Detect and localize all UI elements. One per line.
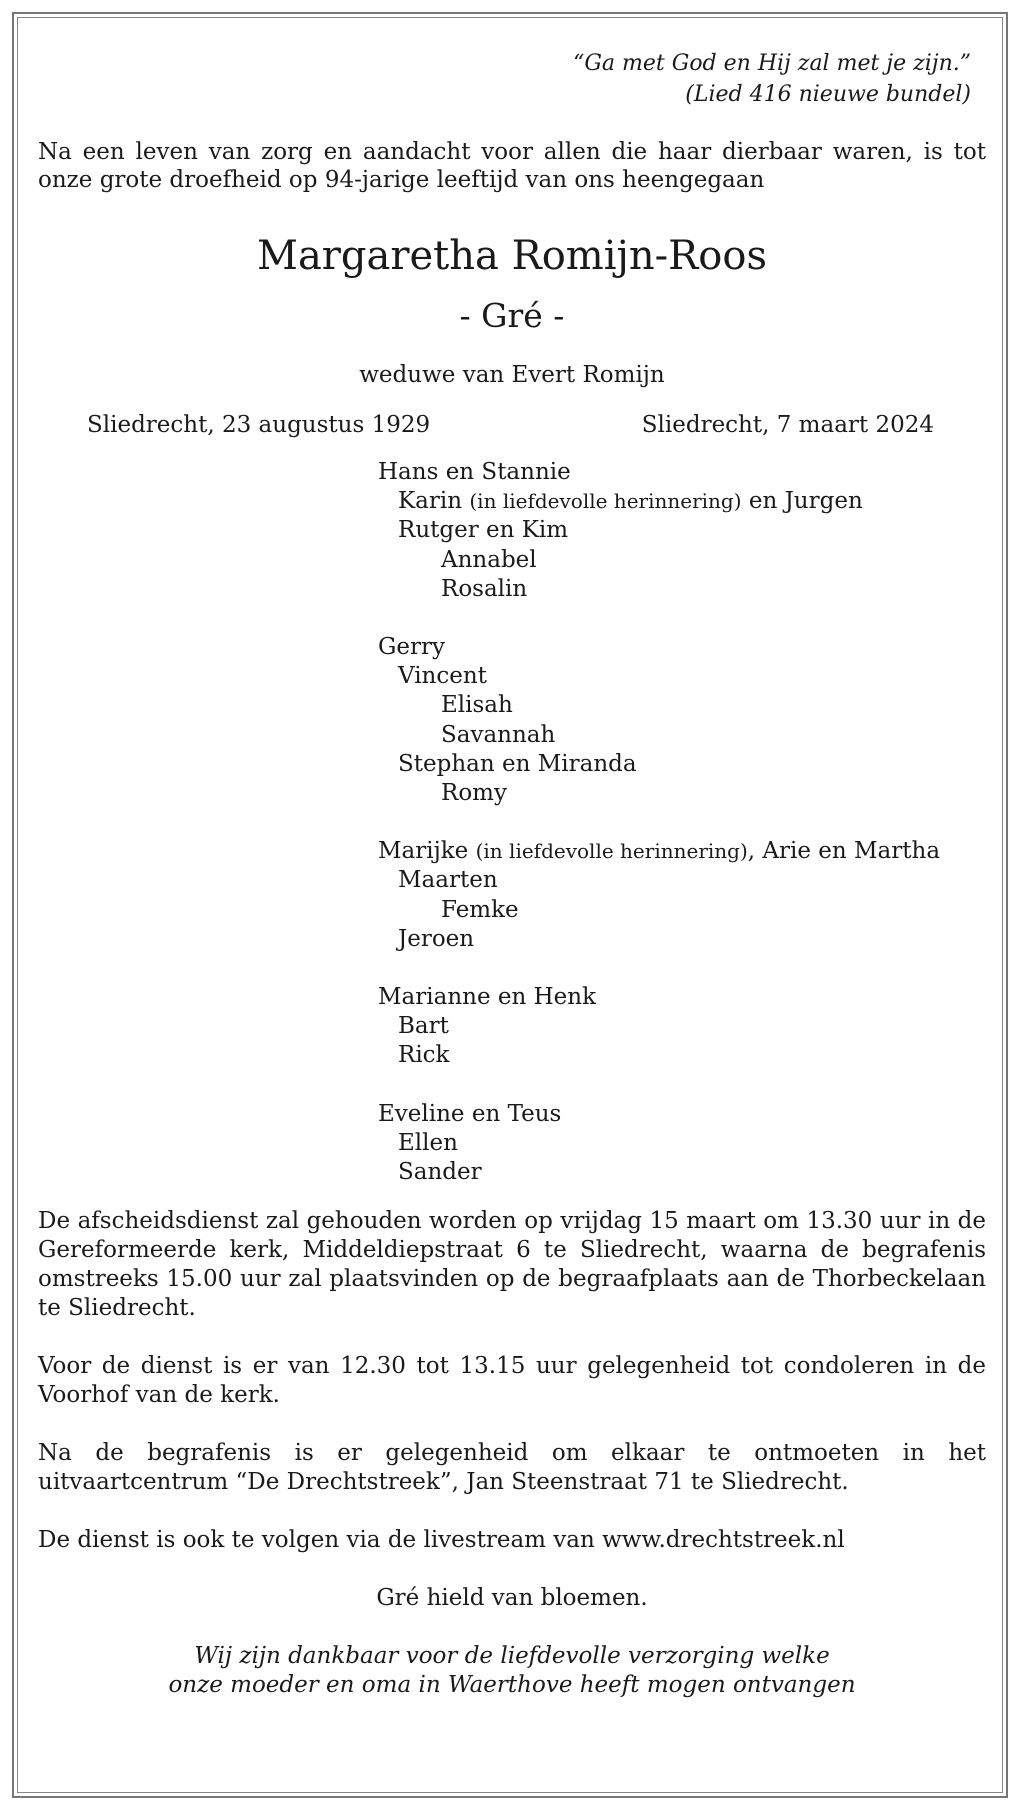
family-member-line [378,896,986,925]
widow-of: weduwe van Evert Romijn [359,362,665,388]
family-member-line [378,1041,986,1070]
family-member-name: Eveline en Teus [378,1100,562,1127]
family-member-line [378,1129,986,1158]
family-member-name: Vincent [398,663,487,690]
flowers-note: Gré hield van bloemen. [376,1585,648,1612]
motto [38,48,986,110]
motto-source: (Lied 416 nieuwe bundel) [685,82,971,107]
family-member-line [378,779,986,808]
family-member-line [378,516,986,545]
condolence-details: Voor de dienst is er van 12.30 tot 13.15 uur gelegenheid tot condoleren in de Voorhof van de kerk. [38,1353,986,1409]
family-member-line [378,487,986,516]
family-group [378,633,986,808]
family-member-line [378,866,986,895]
family-member-name: Gerry [378,634,445,661]
deceased-nickname: - Gré - [459,296,565,335]
family-member-name: Stephan en Miranda [398,750,637,777]
family-member-name: Savannah [441,721,556,748]
intro-text: Na een leven van zorg en aandacht voor allen die haar dierbaar waren, is tot onze grote droefheid op 94-jarige leeftijd van ons heengegaan [38,139,986,193]
family-member-line [378,1100,986,1129]
family-member-line [378,633,986,662]
motto-quote: “Ga met God en Hij zal met je zijn.” [573,51,971,76]
family-member-name: Rosalin [441,575,528,602]
family-member-name: Ellen [398,1129,458,1156]
obituary-notice [38,48,986,1700]
family-list [378,458,986,1187]
birth-date: Sliedrecht, 23 augustus 1929 [87,412,431,438]
family-member-name: Bart [398,1013,449,1040]
family-member-name: Maarten [398,867,498,894]
family-member-line [378,546,986,575]
family-member-line [378,837,986,866]
family-member-line [378,925,986,954]
family-member-line [378,721,986,750]
family-member-name: Femke [441,896,519,923]
life-dates [38,410,986,440]
service-details: De afscheidsdienst zal gehouden worden op vrijdag 15 maart om 13.30 uur in de Gereformeerde kerk, Middeldiepstraat 6 te Sliedrecht, waarna de begrafenis omstreeks 15.00 uur zal plaatsvinden op de begraafplaats aan de Thorbeckelaan te Sliedrecht. [38,1208,986,1322]
family-member-name: Hans en Stannie [378,459,571,485]
family-member-suffix: , Arie en Martha [747,838,941,865]
closing-line: onze moeder en oma in Waerthove heeft mogen ontvangen [168,1672,856,1699]
family-member-line [378,1012,986,1041]
family-member-name: Annabel [441,546,537,573]
family-member-line [378,1158,986,1187]
family-member-name: Marianne en Henk [378,984,597,1011]
family-member-line [378,662,986,691]
family-member-line [378,458,986,487]
closing-thanks [38,1642,986,1700]
family-member-name: Romy [441,780,507,807]
memorial-note: (in liefdevolle herinnering) [475,839,748,864]
death-date: Sliedrecht, 7 maart 2024 [641,412,934,438]
family-member-name: Rutger en Kim [398,517,569,544]
deceased-name: Margaretha Romijn-Roos [257,233,767,279]
family-member-line [378,750,986,779]
family-member-line [378,691,986,720]
family-group [378,1100,986,1188]
family-member-name: Jeroen [398,925,475,952]
family-group [378,458,986,604]
memorial-note: (in liefdevolle herinnering) [469,489,742,514]
closing-line: Wij zijn dankbaar voor de liefdevolle verzorging welke [194,1643,830,1670]
family-member-name: Marijke [378,838,476,865]
family-member-name: Elisah [441,692,513,719]
meeting-details: Na de begrafenis is er gelegenheid om elkaar te ontmoeten in het uitvaartcentrum “De Drechtstreek”, Jan Steenstraat 71 te Sliedrecht. [38,1440,986,1496]
family-member-line [378,983,986,1012]
family-member-name: Karin [398,488,470,515]
family-member-suffix: en Jurgen [741,488,863,515]
family-group [378,837,986,954]
livestream-details: De dienst is ook te volgen via de livestream van www.drechtstreek.nl [38,1527,845,1554]
family-member-line [378,575,986,604]
family-group [378,983,986,1071]
family-member-name: Rick [398,1042,450,1069]
family-member-name: Sander [398,1159,482,1186]
